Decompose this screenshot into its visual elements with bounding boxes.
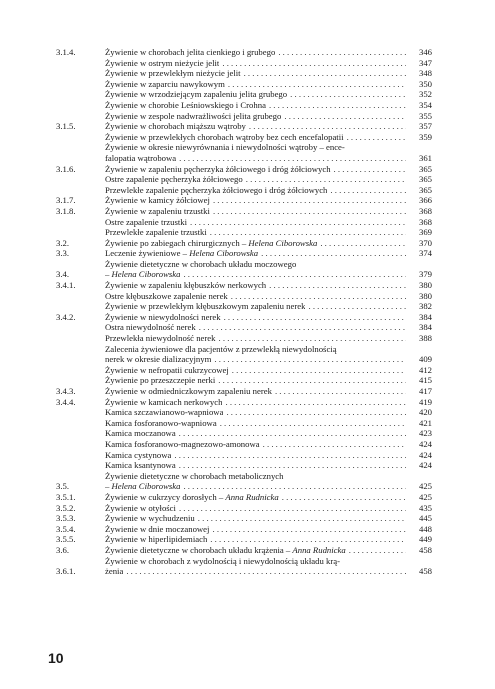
toc-entry-page: 419 <box>418 396 432 407</box>
toc-entry-title: Ostra niewydolność nerek <box>105 322 196 333</box>
toc-leader-dots <box>346 545 406 556</box>
toc-entry <box>56 492 432 503</box>
toc-entry-title: falopatia wątrobowa <box>105 152 177 163</box>
toc-entry-page: 365 <box>418 163 432 174</box>
toc-leader-dots <box>228 291 406 302</box>
toc-entry-number: 3.4.4. <box>56 396 76 407</box>
toc-entry-page: 424 <box>418 449 432 460</box>
toc-leader-dots <box>221 312 406 323</box>
toc-entry-page: 355 <box>418 110 432 121</box>
toc-entry-title: Żywienie w chorobach z wydolnością i niewydolnością układu krą- <box>105 555 340 566</box>
toc-entry <box>56 365 432 376</box>
toc-entry-title: Leczenie żywieniowe – Helena Ciborowska <box>105 248 259 259</box>
toc-entry <box>56 58 432 69</box>
toc-entry-title: nerek w okresie dializacyjnym <box>105 354 212 365</box>
toc-entry-page: 359 <box>418 131 432 142</box>
toc-entry-page: 366 <box>418 195 432 206</box>
toc-entry-page: 423 <box>418 428 432 439</box>
toc-leader-dots <box>210 195 406 206</box>
toc-leader-dots <box>331 164 406 175</box>
toc-entry <box>56 132 432 143</box>
toc-entry-page: 415 <box>418 375 432 386</box>
toc-entry-title: Żywienie dietetyczne w chorobach metabolicznych <box>105 470 284 481</box>
toc-entry-number: 3.6. <box>56 544 70 555</box>
toc-leader-dots <box>187 217 406 228</box>
toc-entry-page: 380 <box>418 280 432 291</box>
toc-entry-page: 365 <box>418 184 432 195</box>
toc-leader-dots <box>219 58 406 69</box>
toc-entry-page: 368 <box>418 216 432 227</box>
toc-entry-title: Przewlekłe zapalenie pęcherzyka żółciowego i dróg żółciowych <box>105 184 328 195</box>
toc-entry-number: 3.5.3. <box>56 513 76 524</box>
toc-leader-dots <box>180 269 406 280</box>
toc-leader-dots <box>176 503 406 514</box>
toc-entry-title: Żywienie w zespole nadwrażliwości jelita grubego <box>105 110 282 121</box>
toc-entry <box>56 312 432 323</box>
toc-entry <box>56 79 432 90</box>
toc-entry-author: Anna Rudnicka <box>225 491 279 502</box>
toc-entry-page: 388 <box>418 333 432 344</box>
toc-entry-number: 3.1.5. <box>56 121 76 132</box>
toc-leader-dots <box>344 132 406 143</box>
toc-entry <box>56 217 432 228</box>
toc-entry-page: 379 <box>418 269 432 280</box>
toc-entry-title: Żywienie w przewlekłym nieżycie jelit <box>105 68 241 79</box>
toc-entry <box>56 418 432 429</box>
toc-entry <box>56 291 432 302</box>
toc-entry-number: 3.1.6. <box>56 163 76 174</box>
toc-entry <box>56 259 432 280</box>
toc-entry <box>56 185 432 196</box>
toc-entry-page: 420 <box>418 407 432 418</box>
toc-entry-page: 424 <box>418 460 432 471</box>
toc-entry-title: Przewlekła niewydolność nerek <box>105 333 216 344</box>
toc-entry-number: 3.4. <box>56 269 70 280</box>
toc-entry <box>56 386 432 397</box>
toc-leader-dots <box>305 301 406 312</box>
toc-entry <box>56 375 432 386</box>
toc-leader-dots <box>210 206 406 217</box>
toc-entry-title: Żywienie w otyłości <box>105 502 176 513</box>
toc-entry-number: 3.1.7. <box>56 195 76 206</box>
toc-entry-number: 3.1.8. <box>56 205 76 216</box>
toc-entry-title: Żywienie w odmiedniczkowym zapaleniu nerek <box>105 386 272 396</box>
toc-leader-dots <box>216 333 407 344</box>
toc-entry-page: 357 <box>418 121 432 132</box>
page-number: 10 <box>48 650 64 666</box>
toc-entry-title: Kamica fosforanowo-wapniowa <box>105 417 217 428</box>
toc-entry-number: 3.4.3. <box>56 386 76 396</box>
toc-entry-page: 368 <box>418 205 432 216</box>
toc-entry <box>56 121 432 132</box>
toc-leader-dots <box>195 513 406 524</box>
toc-entry-page: 425 <box>418 481 432 492</box>
toc-entry-title: Żywienie dietetyczne w chorobach układu moczowego <box>105 258 297 269</box>
toc-entry-title: Kamica moczanowa <box>105 428 176 439</box>
toc-entry-number: 3.4.1. <box>56 280 76 291</box>
toc-entry-number: 3.5.1. <box>56 491 76 502</box>
toc-entry <box>56 111 432 122</box>
toc-entry-title: Żywienie w zapaleniu pęcherzyka żółciowego i dróg żółciowych <box>105 163 331 174</box>
toc-entry-page: 346 <box>418 47 432 57</box>
toc-entry <box>56 513 432 524</box>
toc-entry-title: Żywienie w wrzodziejącym zapaleniu jelita grubego <box>105 89 288 100</box>
toc-entry-title: Żywienie w przewlekłych chorobach wątroby bez cech encefalopatii <box>105 131 344 142</box>
toc-leader-dots <box>211 354 406 365</box>
toc-entry-title: Ostre kłębuszkowe zapalenie nerek <box>105 290 228 301</box>
table-of-contents <box>56 47 432 577</box>
toc-entry-page: 347 <box>418 57 432 68</box>
toc-entry-number: 3.2. <box>56 237 70 248</box>
toc-leader-dots <box>317 238 406 249</box>
toc-entry <box>56 439 432 450</box>
toc-entry <box>56 397 432 408</box>
toc-entry <box>56 280 432 291</box>
toc-entry-title: Żywienie w cukrzycy dorosłych – Anna Rudnicka <box>105 491 279 502</box>
toc-leader-dots <box>327 185 406 196</box>
toc-entry-page: 421 <box>418 417 432 428</box>
toc-entry-page: 384 <box>418 311 432 322</box>
toc-entry <box>56 407 432 418</box>
toc-entry-page: 380 <box>418 290 432 301</box>
toc-entry-title: Żywienie w chorobach jelita cienkiego i grubego <box>105 47 276 57</box>
toc-leader-dots <box>171 450 406 461</box>
toc-entry <box>56 428 432 439</box>
toc-leader-dots <box>241 68 406 79</box>
toc-leader-dots <box>266 100 406 111</box>
toc-entry <box>56 100 432 111</box>
toc-entry-author: Helena Ciborowska <box>111 481 181 492</box>
toc-entry-title: Żywienie w niewydolności nerek <box>105 311 221 322</box>
toc-entry-title: Kamica ksantynowa <box>105 460 176 471</box>
toc-entry-page: 350 <box>418 78 432 89</box>
toc-entry-title: Żywienie w przewlekłym kłębuszkowym zapaleniu nerek <box>105 301 306 312</box>
toc-leader-dots <box>222 397 406 408</box>
toc-entry <box>56 556 432 577</box>
toc-leader-dots <box>246 121 406 132</box>
toc-entry-page: 412 <box>418 364 432 375</box>
toc-leader-dots <box>215 375 406 386</box>
toc-leader-dots <box>225 79 406 90</box>
toc-entry <box>56 524 432 535</box>
toc-entry-author: Helena Ciborowska <box>248 237 318 248</box>
toc-entry-title: Żywienie w nefropatii cukrzycowej <box>105 364 229 375</box>
toc-entry-author: Helena Ciborowska <box>189 248 259 259</box>
toc-entry-page: 365 <box>418 174 432 185</box>
toc-entry <box>56 471 432 492</box>
toc-entry <box>56 227 432 238</box>
toc-entry-page: 354 <box>418 99 432 110</box>
toc-leader-dots <box>275 47 406 58</box>
toc-entry <box>56 322 432 333</box>
toc-leader-dots <box>279 492 406 503</box>
toc-entry-page: 369 <box>418 227 432 238</box>
toc-entry <box>56 344 432 365</box>
toc-leader-dots <box>176 153 406 164</box>
toc-entry-title: Kamica szczawianowo-wapniowa <box>105 407 224 418</box>
toc-leader-dots <box>266 280 406 291</box>
toc-entry <box>56 238 432 249</box>
toc-leader-dots <box>207 534 406 545</box>
toc-entry-title: Ostre zapalenie trzustki <box>105 216 188 227</box>
toc-leader-dots <box>209 524 406 535</box>
toc-entry-number: 3.5. <box>56 481 70 492</box>
toc-entry <box>56 206 432 217</box>
toc-leader-dots <box>180 481 406 492</box>
toc-entry <box>56 142 432 163</box>
toc-entry-page: 448 <box>418 523 432 534</box>
toc-entry <box>56 174 432 185</box>
toc-entry <box>56 301 432 312</box>
toc-entry-page: 370 <box>418 237 432 248</box>
toc-entry-page: 374 <box>418 248 432 259</box>
toc-entry-title: Żywienie w hiperlipidemiach <box>105 534 208 545</box>
toc-entry-page: 352 <box>418 89 432 100</box>
toc-entry-title: Żywienie po zabiegach chirurgicznych – Helena Ciborowska <box>105 237 318 248</box>
toc-leader-dots <box>196 322 406 333</box>
toc-entry-title: – Helena Ciborowska <box>105 269 181 280</box>
toc-entry <box>56 534 432 545</box>
toc-entry <box>56 450 432 461</box>
toc-entry-title: Kamica fosforanowo-magnezowo-amonowa <box>105 438 260 449</box>
toc-leader-dots <box>272 386 406 397</box>
toc-entry-title: Żywienie w kamicy żółciowej <box>105 195 210 206</box>
toc-entry-page: 425 <box>418 491 432 502</box>
toc-leader-dots <box>223 407 406 418</box>
toc-entry-title: Żywienie dietetyczne w chorobach układu krążenia – Anna Rudnicka <box>105 544 346 555</box>
toc-entry-page: 361 <box>418 152 432 163</box>
toc-leader-dots <box>176 460 406 471</box>
toc-entry-number: 3.1.4. <box>56 47 76 57</box>
toc-entry <box>56 195 432 206</box>
toc-leader-dots <box>281 111 406 122</box>
toc-entry-title: Ostre zapalenie pęcherzyka żółciowego <box>105 174 243 185</box>
toc-leader-dots <box>229 365 406 376</box>
toc-entry <box>56 460 432 471</box>
toc-entry-title: żenia <box>105 566 124 577</box>
toc-entry-page: 449 <box>418 534 432 545</box>
toc-leader-dots <box>217 418 406 429</box>
toc-entry-title: – Helena Ciborowska <box>105 481 181 492</box>
toc-entry-title: Zalecenia żywieniowe dla pacjentów z przewlekłą niewydolnością <box>105 343 337 354</box>
toc-entry-page: 384 <box>418 322 432 333</box>
toc-entry-page: 409 <box>418 354 432 365</box>
toc-leader-dots <box>176 428 406 439</box>
toc-entry-number: 3.3. <box>56 248 70 259</box>
toc-entry-page: 458 <box>418 544 432 555</box>
toc-entry-title: Żywienie w ostrym nieżycie jelit <box>105 57 220 68</box>
toc-entry <box>56 248 432 259</box>
toc-entry-number: 3.4.2. <box>56 311 76 322</box>
toc-entry <box>56 545 432 556</box>
toc-leader-dots <box>287 89 406 100</box>
toc-entry-title: Żywienie w okresie niewyrównania i niewydolności wątroby – ence- <box>105 142 345 153</box>
toc-entry-title: Żywienie w wychudzeniu <box>105 513 195 524</box>
toc-entry <box>56 164 432 175</box>
toc-leader-dots <box>260 439 406 450</box>
toc-entry <box>56 333 432 344</box>
toc-entry-title: Żywienie w chorobach miąższu wątroby <box>105 121 246 132</box>
toc-entry-title: Żywienie po przeszczepie nerki <box>105 375 216 386</box>
toc-entry-title: Żywienie w kamicach nerkowych <box>105 396 223 407</box>
toc-entry-page: 435 <box>418 502 432 513</box>
toc-entry-page: 348 <box>418 68 432 79</box>
toc-leader-dots <box>207 227 406 238</box>
toc-entry-title: Kamica cystynowa <box>105 449 172 460</box>
toc-entry-title: Żywienie w dnie moczanowej <box>105 523 210 534</box>
toc-entry <box>56 47 432 58</box>
toc-leader-dots <box>243 174 406 185</box>
toc-entry-page: 424 <box>418 438 432 449</box>
toc-leader-dots <box>123 566 406 577</box>
toc-entry <box>56 89 432 100</box>
toc-entry-title: Żywienie w chorobie Leśniowskiego i Crohna <box>105 99 266 110</box>
toc-entry <box>56 68 432 79</box>
toc-entry-title: Przewlekłe zapalenie trzustki <box>105 227 207 238</box>
toc-entry-title: Żywienie w zapaleniu trzustki <box>105 205 210 216</box>
toc-entry-page: 382 <box>418 301 432 312</box>
toc-entry-number: 3.5.2. <box>56 502 76 513</box>
toc-entry <box>56 503 432 514</box>
toc-leader-dots <box>258 248 406 259</box>
toc-entry-page: 458 <box>418 566 432 577</box>
toc-entry-title: Żywienie w zapaleniu kłębuszków nerkowych <box>105 280 267 291</box>
toc-entry-author: Helena Ciborowska <box>111 269 181 280</box>
toc-entry-author: Anna Rudnicka <box>292 544 346 555</box>
toc-entry-page: 417 <box>418 386 432 396</box>
toc-entry-page: 445 <box>418 513 432 524</box>
toc-entry-number: 3.6.1. <box>56 566 76 577</box>
toc-entry-number: 3.5.4. <box>56 523 76 534</box>
toc-entry-title: Żywienie w zaparciu nawykowym <box>105 78 225 89</box>
toc-entry-number: 3.5.5. <box>56 534 76 545</box>
